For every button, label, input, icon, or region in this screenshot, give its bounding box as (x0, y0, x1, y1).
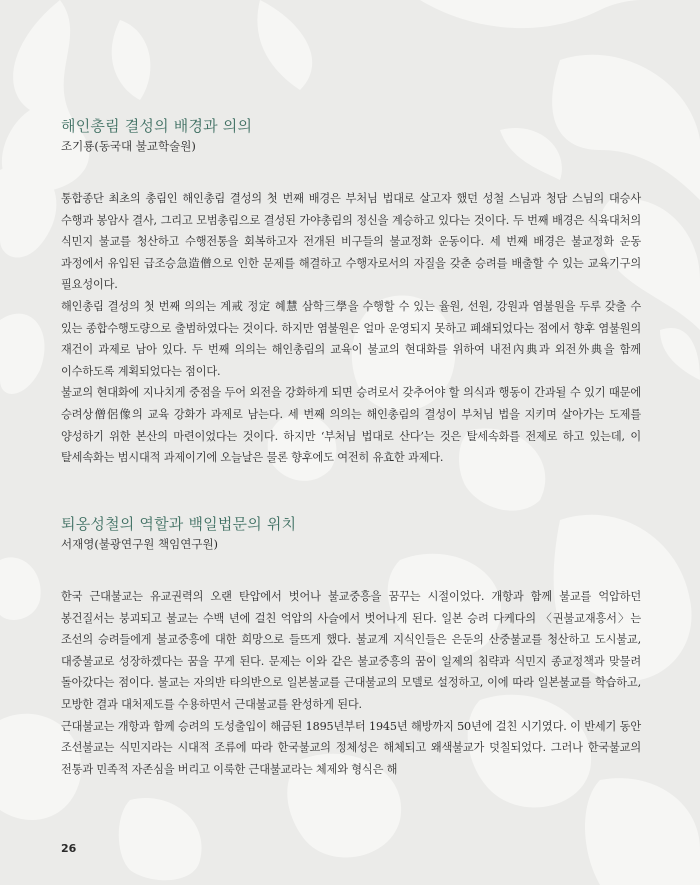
section-author: 서재영(불광연구원 책임연구원) (61, 537, 219, 551)
page-number: 26 (61, 842, 77, 855)
paragraph: 한국 근대불교는 유교권력의 오랜 탄압에서 벗어나 불교중흥을 꿈꾸는 시절이었다. 개항과 함께 불교를 억압하던 봉건질서는 붕괴되고 불교는 수백 년에 걸친 억압의 사슬에서 벗어나게 된다. 일본 승려 다케다의 〈권불교재흥서〉는 조선의 승려들에게 불교중흥에 대한 희망으로 들뜨게 했다. 불교계 지식인들은 은둔의 산중불교를 청산하고 도시불교, 대중불교로 성장하겠다는 꿈을 꾸게 된다. 문제는 이와 같은 불교중흥의 꿈이 일제의 침략과 식민지 종교정책과 맞물려 돌아갔다는 점이다. 불교는 자의반 타의반으로 일본불교를 근대불교의 모델로 설정하고, 이에 따라 일본불교를 학습하고, 모방한 결과 대처제도를 수용하면서 근대불교를 완성하게 된다. (61, 590, 641, 711)
section-body (61, 586, 641, 780)
paragraph: 통합종단 최초의 총림인 해인총림 결성의 첫 번째 배경은 부처님 법대로 살고자 했던 성철 스님과 청담 스님의 대승사 수행과 봉암사 결사, 그리고 모범총림으로 결성된 가야총림의 정신을 계승하고 있다는 것이다. 두 번째 배경은 식육대처의 식민지 불교를 청산하고 수행전통을 회복하고자 전개된 비구들의 불교정화 운동이다. 세 번째 배경은 불교정화 운동 과정에서 유입된 급조승急造僧으로 인한 문제를 해결하고 수행자로서의 자질을 갖춘 승려를 배출할 수 있는 교육기구의 필요성이다. (61, 192, 641, 292)
section-haein-chongnim (61, 116, 641, 469)
paragraph: 불교의 현대화에 지나치게 중점을 두어 외전을 강화하게 되면 승려로서 갖추어야 할 의식과 행동이 간과될 수 있기 때문에 승려상僧侶像의 교육 강화가 과제로 남는다. 세 번째 의의는 해인총림의 결성이 부처님 법을 지키며 살아가는 도제를 양성하기 위한 본산의 마련이었다는 것이다. 하지만 ‘부처님 법대로 산다’는 것은 탈세속화를 전제로 하고 있는데, 이 탈세속화는 범시대적 과제이기에 오늘날은 물론 향후에도 여전히 유효한 과제다. (61, 386, 641, 465)
paragraph: 근대불교는 개항과 함께 승려의 도성출입이 해금된 1895년부터 1945년 해방까지 50년에 걸친 시기였다. 이 반세기 동안 조선불교는 식민지라는 시대적 조류에 따라 한국불교의 정체성은 해체되고 왜색불교가 덧칠되었다. 그러나 한국불교의 전통과 민족적 자존심을 버리고 이룩한 근대불교라는 체제와 형식은 해 (61, 719, 641, 776)
section-title: 퇴옹성철의 역할과 백일법문의 위치 (61, 515, 297, 533)
paragraph: 해인총림 결성의 첫 번째 의의는 계戒 정定 혜慧 삼학三學을 수행할 수 있는 율원, 선원, 강원과 염불원을 두루 갖출 수 있는 종합수행도량으로 출범하였다는 것이다. 하지만 염불원은 얼마 운영되지 못하고 폐쇄되었다는 점에서 향후 염불원의 재건이 과제로 남아 있다. 두 번째 의의는 해인총림의 교육이 불교의 현대화를 위하여 내전內典과 외전外典을 함께 이수하도록 계획되었다는 점이다. (61, 299, 641, 378)
section-author: 조기룡(동국대 불교학술원) (61, 139, 196, 153)
section-title: 해인총림 결성의 배경과 의의 (61, 117, 253, 135)
section-body (61, 188, 641, 469)
section-toeong-seongcheol (61, 514, 641, 780)
